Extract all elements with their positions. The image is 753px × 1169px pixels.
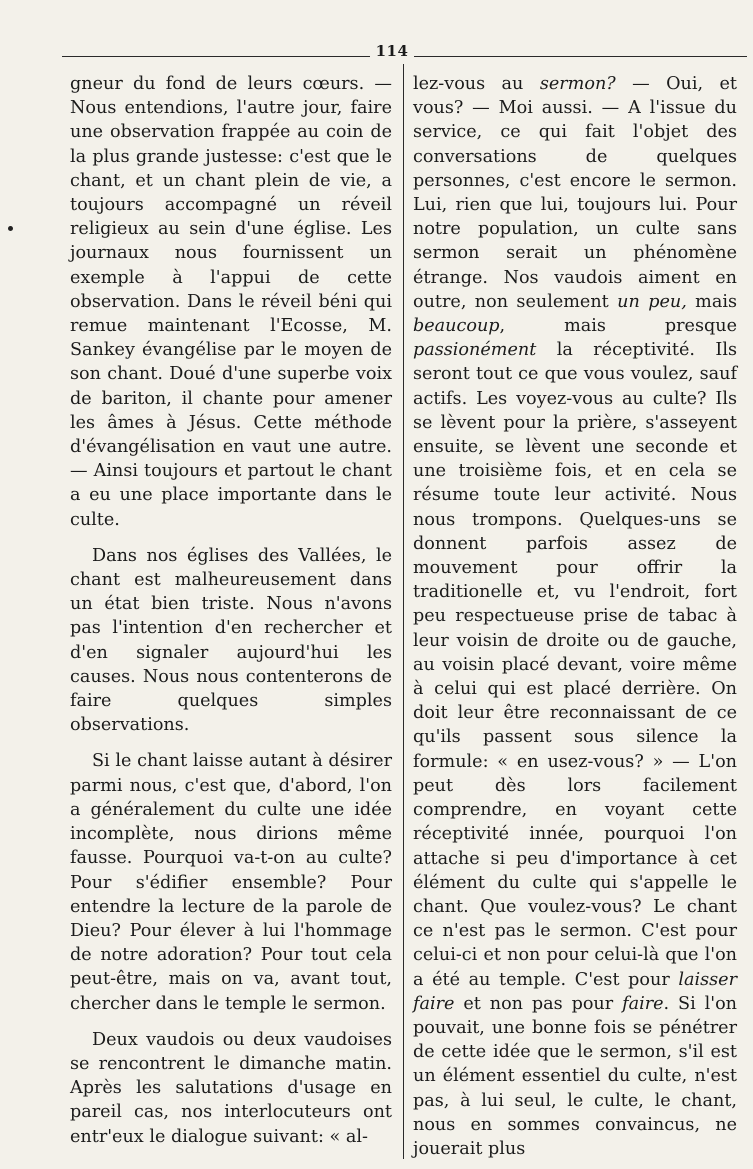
left-column: [70, 72, 392, 1149]
italic-run: passionément: [413, 340, 537, 361]
text-run: , mais presque: [499, 316, 737, 337]
italic-run: un peu,: [617, 291, 687, 312]
paragraph: gneur du fond de leurs cœurs. — Nous entendions, l'autre jour, faire une observation frappée au coin de la plus grande justesse: c'est que le chant, et un chant plein de vie, a toujours accompagné un réveil religieux au sein d'une église. Les journaux nous fournissent un exemple à l'appui de cette observation. Dans le réveil béni qui remue maintenant l'Ecosse, M. Sankey évangélise par le moyen de son chant. Doué d'une superbe voix de bariton, il chante pour amener les âmes à Jésus. Cette méthode d'évangélisation en vaut une autre. — Ainsi toujours et partout le chant a eu une place importante dans le culte.: [70, 74, 392, 530]
paragraph: [413, 72, 737, 1161]
text-run: et non pas pour: [454, 993, 623, 1014]
page-number: 114: [370, 42, 414, 60]
text-run: . Si l'on pouvait, une bonne fois se pénétrer de cette idée que le sermon, s'il est un élément essentiel du culte, n'est pas, à lui seul, le culte, le chant, nous en sommes convaincus, ne jouerait plus: [413, 993, 737, 1159]
text-run: — Oui, et vous? — Moi aussi. — A l'issue du service, ce qui fait l'objet des conversations de quelques personnes, c'est encore le sermon. Lui, rien que lui, toujours lui. Pour notre population, un culte sans sermon serait un phénomène étrange. Nos vaudois aiment en outre, non seulement: [413, 74, 738, 312]
italic-run: beaucoup: [413, 316, 500, 337]
italic-run: sermon?: [539, 74, 616, 94]
margin-mark: [8, 226, 13, 231]
text-run: mais: [686, 291, 738, 312]
italic-run: laisser faire: [413, 969, 737, 1014]
paragraph: Deux vaudois ou deux vaudoises se rencontrent le dimanche matin. Après les salutations d'usage en pareil cas, nos interlocuteurs ont entr'eux le dialogue suivant: « al-: [70, 1029, 392, 1147]
text-run: la réceptivité. Ils seront tout ce que vous voulez, sauf actifs. Les voyez-vous au culte? Ils se lèvent pour la prière, s'asseyent ensuite, se lèvent une seconde et une troisième fois, et en cela se résume toute leur activité. Nous nous trompons. Quelques-uns se donnent parfois assez de mouvement pour offrir la traditionelle et, vu l'endroit, fort peu respectueuse prise de tabac à leur voisin de droite ou de gauche, au voisin placé devant, voire même à celui qui est placé derrière. On doit leur être reconnaissant de ce qu'ils passent sous silence la formule: « en usez-vous? » — L'on peut dès lors facilement comprendre, en voyant cette réceptivité innée, pourquoi l'on attache si peu d'importance à cet élément du culte qui s'appelle le chant. Que voulez-vous? Le chant ce n'est pas le sermon. C'est pour celui-ci et non pour celui-là que l'on a été au temple. C'est pour: [413, 340, 737, 990]
italic-run: faire: [622, 993, 664, 1014]
column-divider: [403, 64, 404, 1159]
text-run: lez-vous au: [413, 74, 540, 94]
paragraph: Dans nos églises des Vallées, le chant est malheureusement dans un état bien triste. Nous n'avons pas l'intention d'en rechercher et d'en signaler aujourd'hui les causes. Nous nous contenterons de faire quelques simples observations.: [70, 545, 392, 736]
paragraph: Si le chant laisse autant à désirer parmi nous, c'est que, d'abord, l'on a généralement du culte une idée incomplète, nous dirions même fausse. Pourquoi va-t-on au culte? Pour s'édifier ensemble? Pour entendre la lecture de la parole de Dieu? Pour élever à lui l'hommage de notre adoration? Pour tout cela peut-être, mais on va, avant tout, chercher dans le temple le sermon.: [70, 751, 392, 1014]
right-column: [413, 72, 737, 1161]
